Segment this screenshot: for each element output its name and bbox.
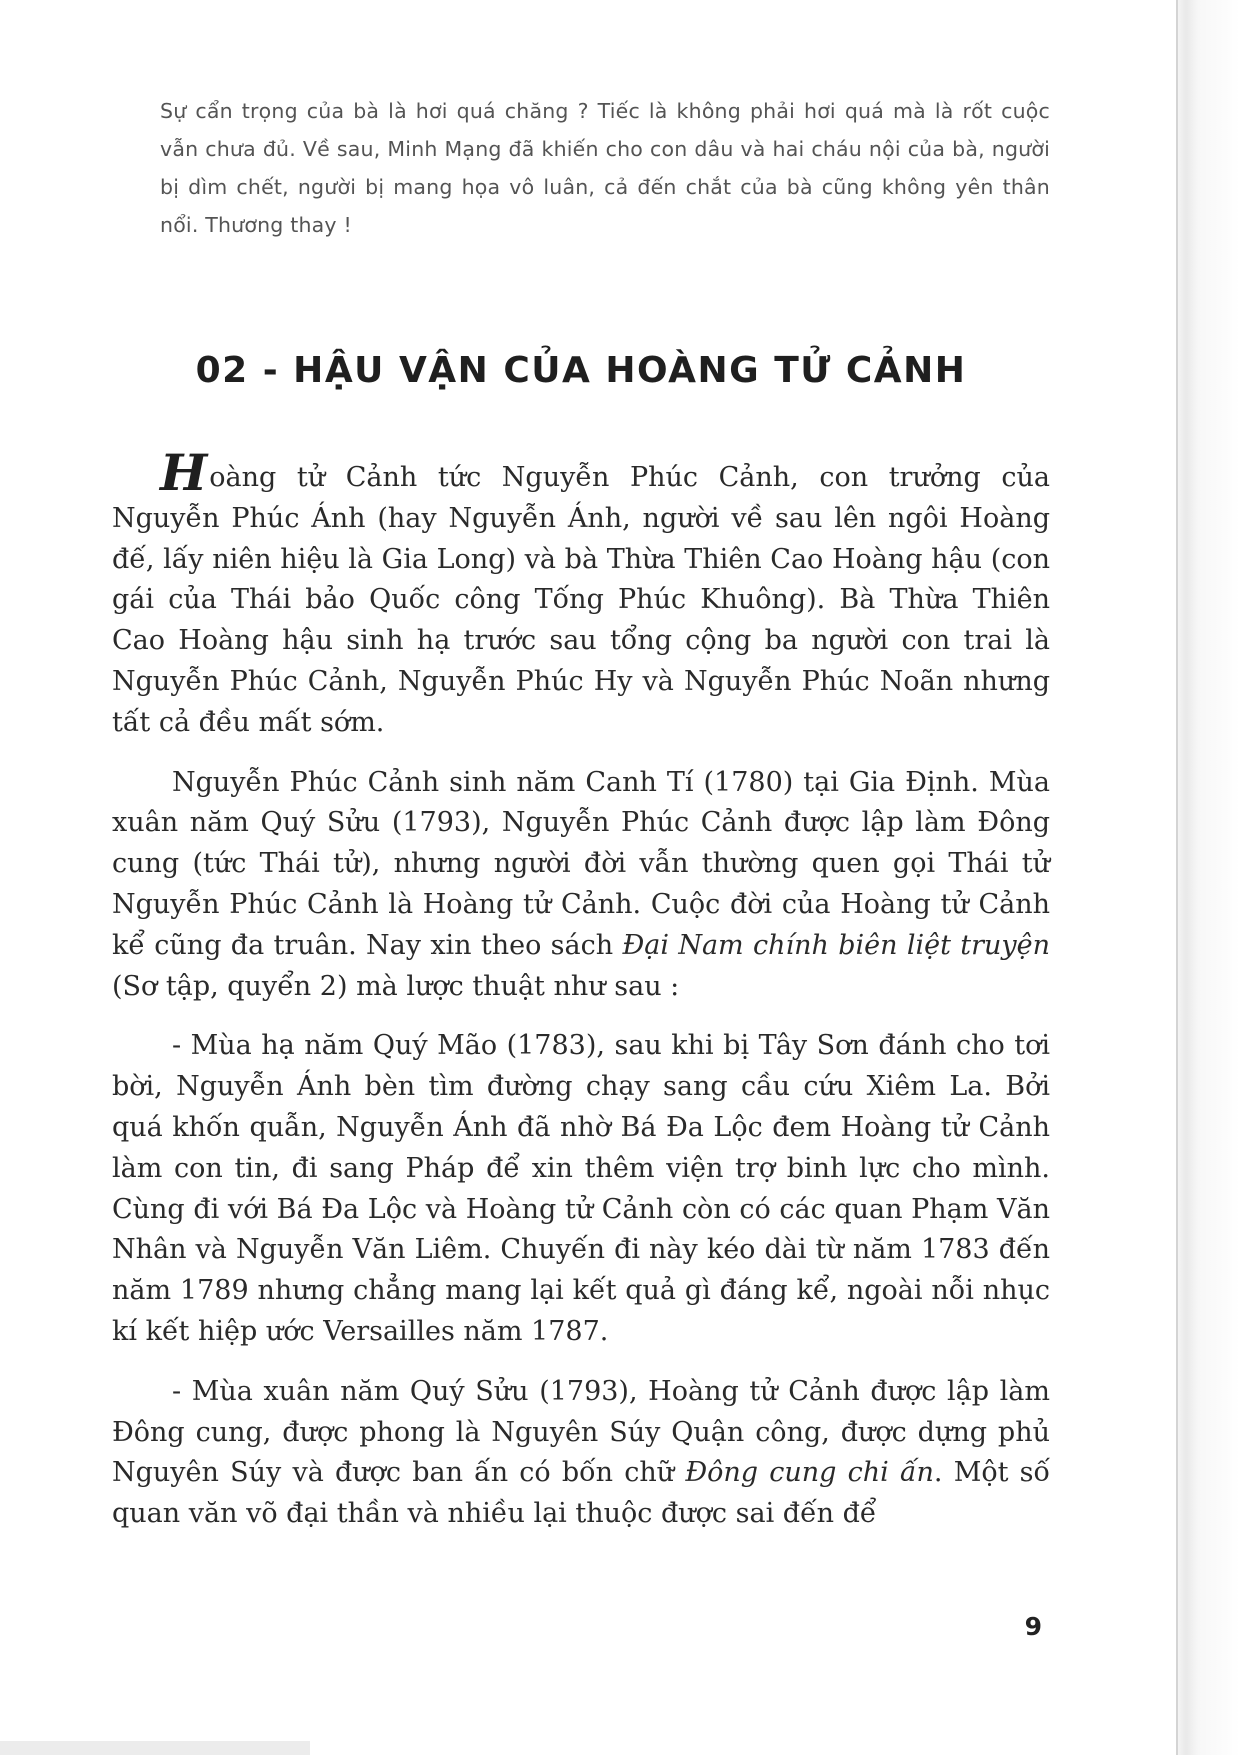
paragraph-1-text: oàng tử Cảnh tức Nguyễn Phúc Cảnh, con trưởng của Nguyễn Phúc Ánh (hay Nguyễn Ánh, người về sau lên ngôi Hoàng đế, lấy niên hiệu là Gia Long) và bà Thừa Thiên Cao Hoàng hậu (con gái của Thái bảo Quốc công Tống Phúc Khuông). Bà Thừa Thiên Cao Hoàng hậu sinh hạ trước sau tổng cộng ba người con trai là Nguyễn Phúc Cảnh, Nguyễn Phúc Hy và Nguyễn Phúc Noãn nhưng tất cả đều mất sớm. (112, 462, 1050, 738)
paragraph-2-text-b: (Sơ tập, quyển 2) mà lược thuật như sau : (112, 970, 680, 1002)
intro-text: Sự cẩn trọng của bà là hơi quá chăng ? Tiếc là không phải hơi quá mà là rốt cuộc vẫn chưa đủ. Về sau, Minh Mạng đã khiến cho con dâu và hai cháu nội của bà, người bị dìm chết, người bị mang họa vô luân, cả đến chắt của bà cũng không yên thân nổi. Thương thay ! (160, 99, 1050, 237)
paragraph-3: - Mùa hạ năm Quý Mão (1783), sau khi bị Tây Sơn đánh cho tơi bời, Nguyễn Ánh bèn tìm đường chạy sang cầu cứu Xiêm La. Bởi quá khốn quẫn, Nguyễn Ánh đã nhờ Bá Đa Lộc đem Hoàng tử Cảnh làm con tin, đi sang Pháp để xin thêm viện trợ binh lực cho mình. Cùng đi với Bá Đa Lộc và Hoàng tử Cảnh còn có các quan Phạm Văn Nhân và Nguyễn Văn Liêm. Chuyến đi này kéo dài từ năm 1783 đến năm 1789 nhưng chẳng mang lại kết quả gì đáng kể, ngoài nỗi nhục kí kết hiệp ước Versailles năm 1787. (112, 1030, 1050, 1347)
paragraph-1 (112, 443, 1050, 744)
paragraph-2-text-a: Nguyễn Phúc Cảnh sinh năm Canh Tí (1780) tại Gia Định. Mùa xuân năm Quý Sửu (1793), Nguyễn Phúc Cảnh được lập làm Đông cung (tức Thái tử), nhưng người đời vẫn thường quen gọi Thái tử Nguyễn Phúc Cảnh là Hoàng tử Cảnh. Cuộc đời của Hoàng tử Cảnh kể cũng đa truân. Nay xin theo sách (112, 766, 1050, 961)
body-text (112, 443, 1051, 1554)
page-edge (1176, 0, 1240, 1755)
page-number: 9 (1024, 1612, 1042, 1641)
seal-inscription: Đông cung chi ấn (685, 1457, 934, 1489)
chapter-title: 02 - HẬU VẬN CỦA HOÀNG TỬ CẢNH (195, 350, 967, 391)
paragraph-2 (112, 763, 1050, 1008)
paragraph-4-text-b: . Một số quan văn võ đại thần và nhiều lại thuộc được sai đến để (112, 1457, 1051, 1530)
intro-paragraph (160, 92, 1050, 244)
paragraph-4-text-a: - Mùa xuân năm Quý Sửu (1793), Hoàng tử Cảnh được lập làm Đông cung, được phong là Nguyên Súy Quận công, được dựng phủ Nguyên Súy và được ban ấn có bốn chữ (112, 1375, 1050, 1489)
book-title: Đại Nam chính biên liệt truyện (622, 929, 1051, 961)
scan-corner (0, 1741, 310, 1755)
drop-cap: H (160, 443, 208, 502)
paragraph-4 (112, 1372, 1050, 1535)
